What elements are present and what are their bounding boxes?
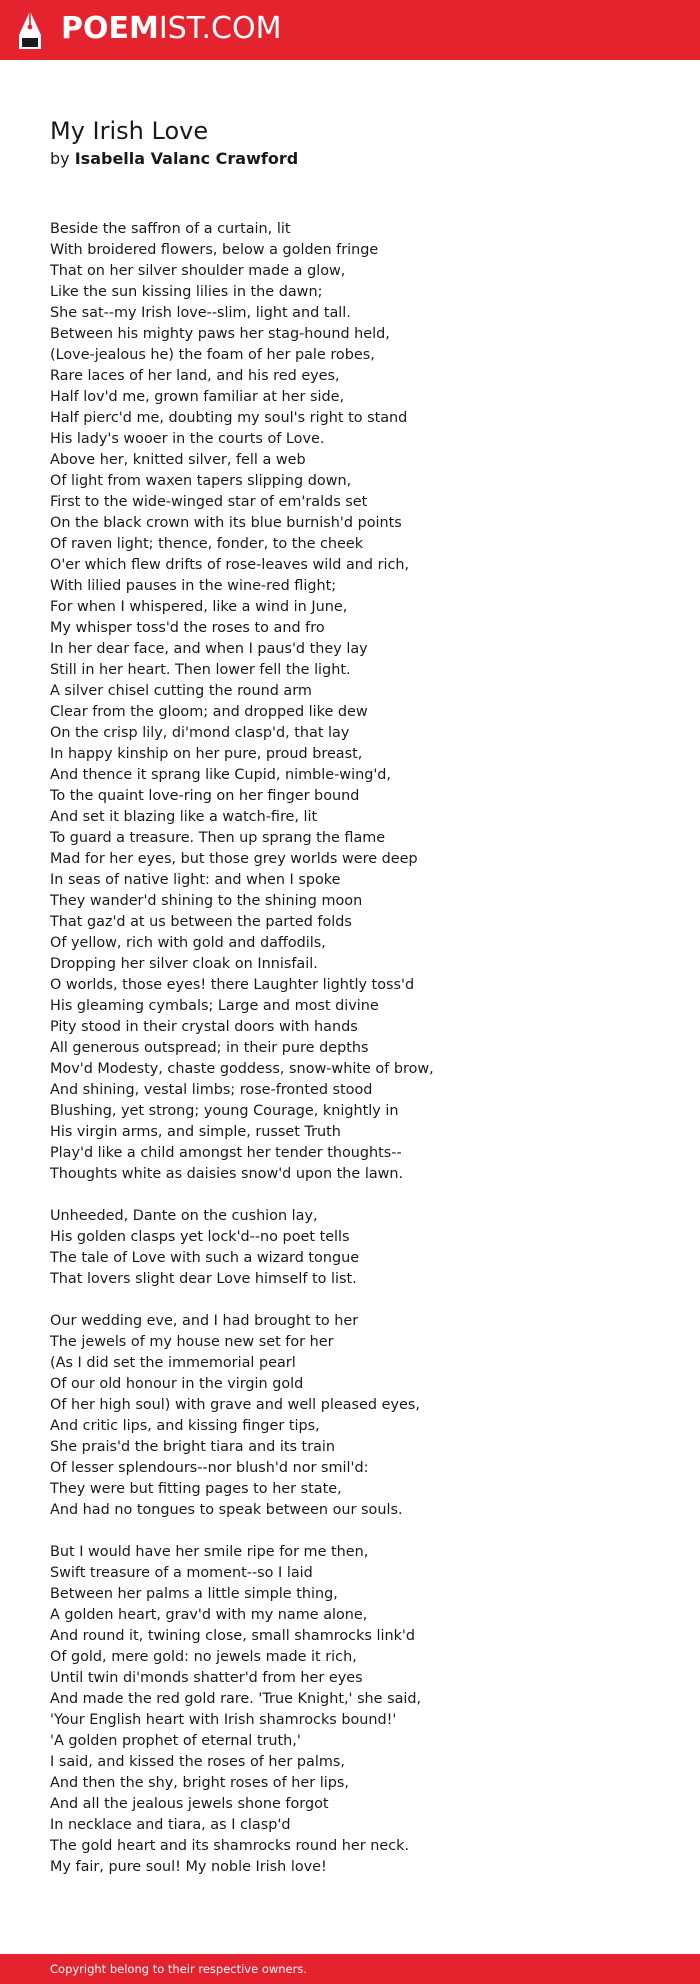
poem-line: (Love-jealous he) the foam of her pale robes, [50, 347, 375, 363]
poem-line: And round it, twining close, small shamrocks link'd [50, 1628, 416, 1644]
site-logo[interactable] [61, 11, 281, 47]
poem-line: A silver chisel cutting the round arm [50, 683, 312, 699]
poem-line: That on her silver shoulder made a glow, [50, 263, 346, 279]
site-header [0, 0, 700, 60]
stanza [50, 1206, 650, 1290]
poem-line: The gold heart and its shamrocks round her neck. [50, 1838, 410, 1854]
poem-line: Of yellow, rich with gold and daffodils, [50, 935, 326, 951]
site-footer [0, 1954, 700, 1984]
poem-line: 'A golden prophet of eternal truth,' [50, 1733, 301, 1749]
poem-line: Mov'd Modesty, chaste goddess, snow-white of brow, [50, 1061, 434, 1077]
poem-line: His lady's wooer in the courts of Love. [50, 431, 325, 447]
poem-line: They were but fitting pages to her state, [50, 1481, 342, 1497]
poem-line: O'er which flew drifts of rose-leaves wild and rich, [50, 557, 410, 573]
poem-line: Of gold, mere gold: no jewels made it rich, [50, 1649, 357, 1665]
poem-line: And set it blazing like a watch-fire, lit [50, 809, 318, 825]
copyright-notice: Copyright belong to their respective owners. [50, 1962, 308, 1976]
poem-line: She sat--my Irish love--slim, light and tall. [50, 305, 351, 321]
poem-line: My whisper toss'd the roses to and fro [50, 620, 325, 636]
poem-line: A golden heart, grav'd with my name alone, [50, 1607, 368, 1623]
poem-line: With lilied pauses in the wine-red flight; [50, 578, 337, 594]
poem-title: My Irish Love [50, 117, 209, 145]
poem-line: In happy kinship on her pure, proud breast, [50, 746, 363, 762]
poem-line: And thence it sprang like Cupid, nimble-wing'd, [50, 767, 391, 783]
poem-line: She prais'd the bright tiara and its train [50, 1439, 336, 1455]
poem-line: Still in her heart. Then lower fell the light. [50, 662, 351, 678]
poem-line: Until twin di'monds shatter'd from her eyes [50, 1670, 363, 1686]
logo-bold-text: POEM [61, 11, 159, 46]
stanza [50, 219, 650, 1185]
poem-line: And critic lips, and kissing finger tips, [50, 1418, 320, 1434]
poem-line: Beside the saffron of a curtain, lit [50, 221, 291, 237]
poem-line: Of her high soul) with grave and well pleased eyes, [50, 1397, 420, 1413]
poem-line: His gleaming cymbals; Large and most divine [50, 998, 379, 1014]
poem-line: Rare laces of her land, and his red eyes, [50, 368, 340, 384]
poem-line: Swift treasure of a moment--so I laid [50, 1565, 313, 1581]
poem-line: Clear from the gloom; and dropped like dew [50, 704, 368, 720]
poem-line: On the black crown with its blue burnish'd points [50, 515, 402, 531]
by-label: by [50, 149, 70, 168]
pen-nib-logo-icon[interactable] [17, 10, 43, 50]
poem-body [50, 219, 650, 1899]
poem-author: Isabella Valanc Crawford [74, 149, 299, 168]
poem-line: (As I did set the immemorial pearl [50, 1355, 296, 1371]
poem-line: All generous outspread; in their pure depths [50, 1040, 369, 1056]
poem-line: Unheeded, Dante on the cushion lay, [50, 1208, 318, 1224]
poem-line: Of raven light; thence, fonder, to the cheek [50, 536, 364, 552]
poem-line: Play'd like a child amongst her tender thoughts-- [50, 1145, 402, 1161]
logo-light-text: IST.COM [158, 11, 282, 46]
poem-line: Between his mighty paws her stag-hound held, [50, 326, 390, 342]
poem-line: His virgin arms, and simple, russet Truth [50, 1124, 341, 1140]
poem-line: To guard a treasure. Then up sprang the flame [50, 830, 386, 846]
poem-line: That gaz'd at us between the parted folds [50, 914, 352, 930]
poem-line: The jewels of my house new set for her [50, 1334, 334, 1350]
poem-line: Of our old honour in the virgin gold [50, 1376, 304, 1392]
poem-line: Of lesser splendours--nor blush'd nor smil'd: [50, 1460, 369, 1476]
poem-line: Thoughts white as daisies snow'd upon the lawn. [50, 1166, 404, 1182]
poem-line: And shining, vestal limbs; rose-fronted stood [50, 1082, 373, 1098]
poem-line: Above her, knitted silver, fell a web [50, 452, 306, 468]
poem-line: To the quaint love-ring on her finger bound [50, 788, 360, 804]
poem-line: For when I whispered, like a wind in June, [50, 599, 348, 615]
poem-line: Blushing, yet strong; young Courage, knightly in [50, 1103, 399, 1119]
stanza [50, 1311, 650, 1521]
poem-line: Like the sun kissing lilies in the dawn; [50, 284, 323, 300]
poem-line: In necklace and tiara, as I clasp'd [50, 1817, 291, 1833]
poem-line: His golden clasps yet lock'd--no poet tells [50, 1229, 350, 1245]
poem-line: In seas of native light: and when I spoke [50, 872, 341, 888]
poem-line: Between her palms a little simple thing, [50, 1586, 338, 1602]
poem-line: And had no tongues to speak between our souls. [50, 1502, 403, 1518]
poem-line: Half lov'd me, grown familiar at her side, [50, 389, 345, 405]
poem-line: Pity stood in their crystal doors with hands [50, 1019, 358, 1035]
poem-byline [50, 148, 298, 170]
poem-line: But I would have her smile ripe for me then, [50, 1544, 369, 1560]
poem-line: 'Your English heart with Irish shamrocks bound!' [50, 1712, 397, 1728]
poem-line: The tale of Love with such a wizard tongue [50, 1250, 360, 1266]
poem-line: Mad for her eyes, but those grey worlds were deep [50, 851, 418, 867]
poem-line: On the crisp lily, di'mond clasp'd, that lay [50, 725, 350, 741]
poem-line: First to the wide-winged star of em'ralds set [50, 494, 368, 510]
poem-line: They wander'd shining to the shining moon [50, 893, 363, 909]
poem-line: I said, and kissed the roses of her palms, [50, 1754, 345, 1770]
poem-line: Half pierc'd me, doubting my soul's right to stand [50, 410, 408, 426]
poem-line: Dropping her silver cloak on Innisfail. [50, 956, 318, 972]
poem-line: And all the jealous jewels shone forgot [50, 1796, 329, 1812]
poem-line: O worlds, those eyes! there Laughter lightly toss'd [50, 977, 415, 993]
poem-line: Of light from waxen tapers slipping down, [50, 473, 352, 489]
poem-line: And then the shy, bright roses of her lips, [50, 1775, 349, 1791]
poem-line: My fair, pure soul! My noble Irish love! [50, 1859, 327, 1875]
poem-line: With broidered flowers, below a golden fringe [50, 242, 379, 258]
stanza [50, 1542, 650, 1878]
poem-line: In her dear face, and when I paus'd they lay [50, 641, 368, 657]
poem-line: Our wedding eve, and I had brought to her [50, 1313, 359, 1329]
poem-line: That lovers slight dear Love himself to list. [50, 1271, 357, 1287]
poem-line: And made the red gold rare. 'True Knight,' she said, [50, 1691, 422, 1707]
